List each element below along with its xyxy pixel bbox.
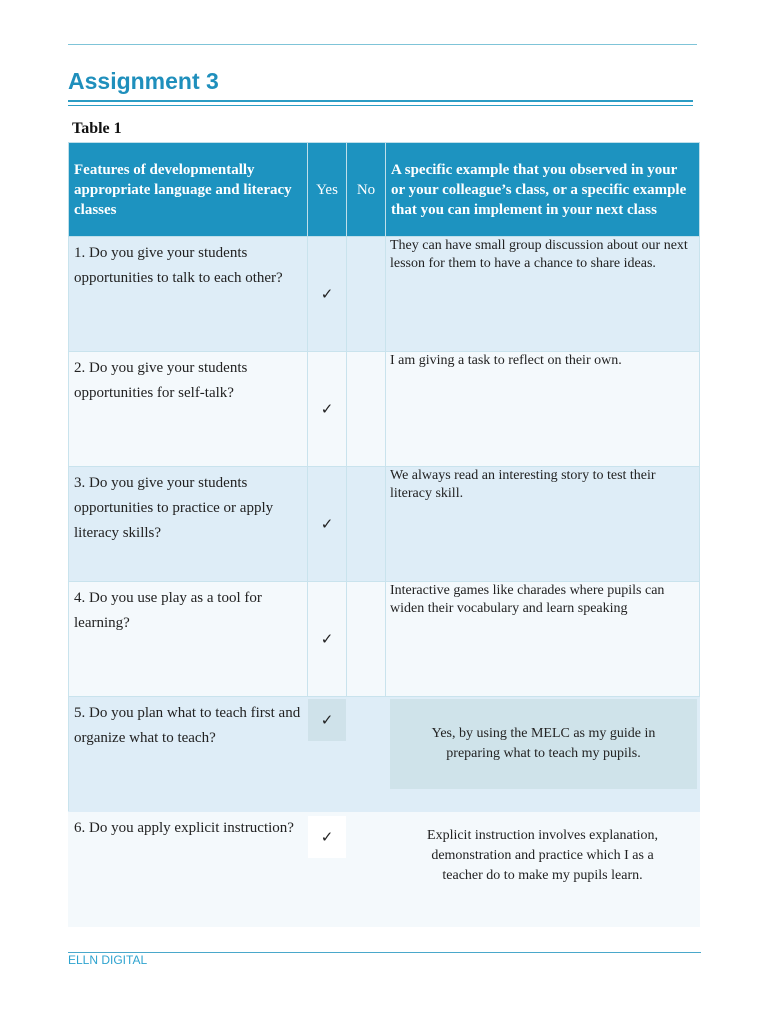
- question-cell: 1. Do you give your students opportunities to talk to each other?: [69, 237, 308, 352]
- no-cell: [347, 812, 386, 927]
- question-cell: 2. Do you give your students opportunities for self-talk?: [69, 352, 308, 467]
- question-cell: 6. Do you apply explicit instruction?: [69, 812, 308, 927]
- example-cell: I am giving a task to reflect on their own.: [386, 352, 700, 467]
- table-row: [69, 352, 700, 467]
- page-title: Assignment 3: [68, 68, 219, 94]
- header-no: No: [347, 143, 386, 237]
- table-row: [69, 467, 700, 582]
- yes-check-cell: [308, 352, 347, 467]
- title-underline-thin: [68, 105, 693, 106]
- footer-rule: [68, 952, 701, 953]
- no-cell: [347, 352, 386, 467]
- check-icon: ✓: [320, 516, 334, 533]
- example-text-box: Explicit instruction involves explanation, demonstration and practice which I as a teacher do to make my pupils learn.: [427, 828, 658, 883]
- check-icon: ✓: [320, 631, 334, 648]
- check-icon: ✓: [320, 829, 334, 846]
- table-row: [69, 697, 700, 812]
- header-features: Features of developmentally appropriate language and literacy classes: [69, 143, 308, 237]
- title-underline: [68, 100, 693, 102]
- header-example: A specific example that you observed in your or your colleague’s class, or a specific example that you can implement in your next class: [386, 143, 700, 237]
- example-text-box: Yes, by using the MELC as my guide in preparing what to teach my pupils.: [390, 699, 697, 789]
- example-cell: [386, 812, 700, 927]
- no-cell: [347, 237, 386, 352]
- top-rule: [68, 44, 697, 45]
- header-yes: Yes: [308, 143, 347, 237]
- check-box: [308, 816, 346, 858]
- no-cell: [347, 697, 386, 812]
- question-cell: 4. Do you use play as a tool for learning?: [69, 582, 308, 697]
- example-cell: Interactive games like charades where pupils can widen their vocabulary and learn speaking: [386, 582, 700, 697]
- table-label: Table 1: [72, 120, 122, 137]
- example-cell: We always read an interesting story to test their literacy skill.: [386, 467, 700, 582]
- assignment-table: [68, 142, 700, 927]
- yes-check-cell: [308, 237, 347, 352]
- example-cell: [386, 697, 700, 812]
- no-cell: [347, 467, 386, 582]
- check-icon: ✓: [320, 286, 334, 303]
- footer-text: ELLN DIGITAL: [68, 953, 148, 967]
- check-icon: ✓: [320, 401, 334, 418]
- yes-check-cell: [308, 697, 347, 812]
- yes-check-cell: [308, 582, 347, 697]
- table-header-row: [69, 143, 700, 237]
- table-row: [69, 237, 700, 352]
- check-icon: ✓: [320, 712, 334, 729]
- question-cell: 5. Do you plan what to teach first and organize what to teach?: [69, 697, 308, 812]
- table-row: [69, 812, 700, 927]
- table-row: [69, 582, 700, 697]
- no-cell: [347, 582, 386, 697]
- yes-check-cell: [308, 812, 347, 927]
- check-box: [308, 699, 346, 741]
- yes-check-cell: [308, 467, 347, 582]
- question-cell: 3. Do you give your students opportunities to practice or apply literacy skills?: [69, 467, 308, 582]
- example-cell: They can have small group discussion about our next lesson for them to have a chance to share ideas.: [386, 237, 700, 352]
